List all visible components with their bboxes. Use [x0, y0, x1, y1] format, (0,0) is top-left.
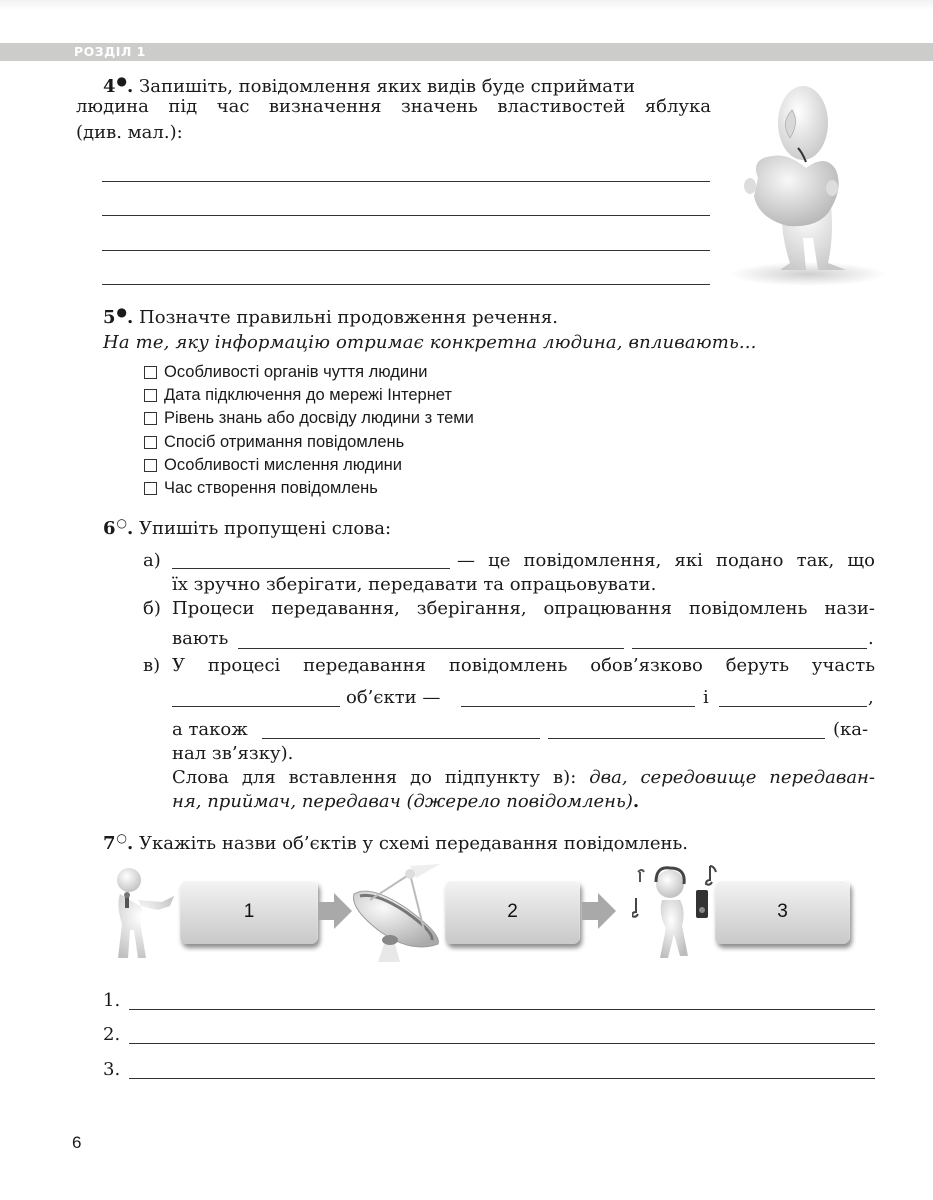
item-c-objects: об’єкти —	[346, 687, 441, 708]
item-c-comma: ,	[868, 687, 874, 708]
hollow-circle-icon: ○	[116, 831, 128, 845]
task-5-number: 5●.	[103, 305, 134, 328]
answer-label-2: 2.	[103, 1024, 121, 1045]
item-a-letter: а)	[143, 550, 161, 571]
filled-dot-icon: ●	[116, 74, 128, 88]
item-c-hint-line-1: Слова для вставлення до підпункту в): два, середовище передаван-	[172, 767, 875, 788]
satellite-dish-image	[350, 864, 446, 962]
blank-b-2[interactable]	[632, 648, 867, 649]
option-item[interactable]: Спосіб отримання повідомлень	[144, 431, 474, 454]
blank-c-medium-1[interactable]	[262, 738, 540, 739]
answer-line-4-2[interactable]	[102, 215, 710, 216]
task-4-number: 4●.	[103, 74, 134, 97]
blank-c-receiver[interactable]	[719, 706, 867, 707]
checkbox[interactable]	[144, 412, 157, 425]
task-4-line-3: (див. мал.):	[76, 122, 183, 143]
answer-label-1: 1.	[103, 990, 121, 1011]
option-item[interactable]: Дата підключення до мережі Інтернет	[144, 384, 474, 407]
answer-line-7-3[interactable]	[129, 1078, 875, 1079]
person-holding-apple-image	[728, 78, 888, 288]
item-a-text: — це повідомлення, які подано так, що	[457, 550, 875, 571]
checkbox[interactable]	[144, 482, 157, 495]
section-label: РОЗДІЛ 1	[74, 44, 146, 59]
option-item[interactable]: Рівень знань або досвіду людини з теми	[144, 407, 474, 430]
task-5-options	[144, 361, 474, 500]
page-number: 6	[72, 1133, 82, 1152]
task-7-number: 7○.	[103, 831, 134, 854]
checkbox[interactable]	[144, 436, 157, 449]
task-5-prompt: 5●. Позначте правильні продовження речення.	[103, 305, 558, 328]
item-c-also: а також	[172, 719, 248, 740]
item-a-line-2: їх зручно зберігати, передавати та опрацьовувати.	[172, 574, 657, 595]
item-b-line-2-start: вають	[172, 628, 229, 649]
checkbox[interactable]	[144, 366, 157, 379]
answer-label-3: 3.	[103, 1059, 121, 1080]
item-c-channel-open: (ка-	[833, 719, 869, 740]
answer-line-4-3[interactable]	[102, 250, 710, 251]
blank-a[interactable]	[172, 568, 450, 569]
item-b-period: .	[868, 628, 874, 649]
blank-c-medium-2[interactable]	[548, 738, 825, 739]
option-item[interactable]: Особливості органів чуття людини	[144, 361, 474, 384]
filled-dot-icon: ●	[116, 305, 128, 319]
task-4-line-2: людина під час визначення значень властивостей яблука	[76, 96, 711, 117]
section-header-band	[0, 43, 933, 61]
option-item[interactable]: Час створення повідомлень	[144, 477, 474, 500]
page-top-shade	[0, 0, 933, 10]
blank-c-sender[interactable]	[461, 706, 695, 707]
answer-line-7-2[interactable]	[129, 1043, 875, 1044]
item-b-line-1: Процеси передавання, зберігання, опрацювання повідомлень нази-	[172, 598, 875, 619]
task-5-stem: На те, яку інформацію отримає конкретна людина, впливають...	[103, 332, 757, 353]
option-item[interactable]: Особливості мислення людини	[144, 454, 474, 477]
checkbox[interactable]	[144, 459, 157, 472]
item-c-hint-line-2: ня, приймач, передавач (джерело повідомлень).	[172, 791, 640, 812]
task-4-line-1: 4●. Запишіть, повідомлення яких видів буде сприймати	[103, 74, 635, 97]
item-c-and: і	[703, 687, 709, 708]
checkbox[interactable]	[144, 389, 157, 402]
item-c-channel-close: нал зв’язку).	[172, 743, 294, 764]
answer-line-4-1[interactable]	[102, 181, 710, 182]
blank-c-count[interactable]	[172, 706, 340, 707]
task-7-prompt: 7○. Укажіть назви об’єктів у схемі передавання повідомлень.	[103, 831, 689, 854]
task-6-number: 6○.	[103, 516, 134, 539]
item-b-letter: б)	[143, 598, 161, 619]
arrow-right-icon	[318, 893, 352, 929]
speaker-with-microphone-image	[112, 866, 178, 962]
hollow-circle-icon: ○	[116, 516, 128, 530]
blank-b-1[interactable]	[238, 648, 624, 649]
task-6-prompt: 6○. Упишіть пропущені слова:	[103, 516, 392, 539]
diagram-box-2: 2	[445, 880, 580, 944]
answer-line-7-1[interactable]	[129, 1009, 875, 1010]
diagram-box-1: 1	[180, 880, 318, 944]
listener-with-headphones-image	[632, 864, 718, 962]
answer-line-4-4[interactable]	[102, 284, 710, 285]
arrow-right-icon	[582, 893, 616, 929]
diagram-box-3: 3	[715, 880, 850, 944]
item-c-letter: в)	[143, 655, 161, 676]
item-c-line-1: У процесі передавання повідомлень обов’язково беруть участь	[172, 655, 875, 676]
